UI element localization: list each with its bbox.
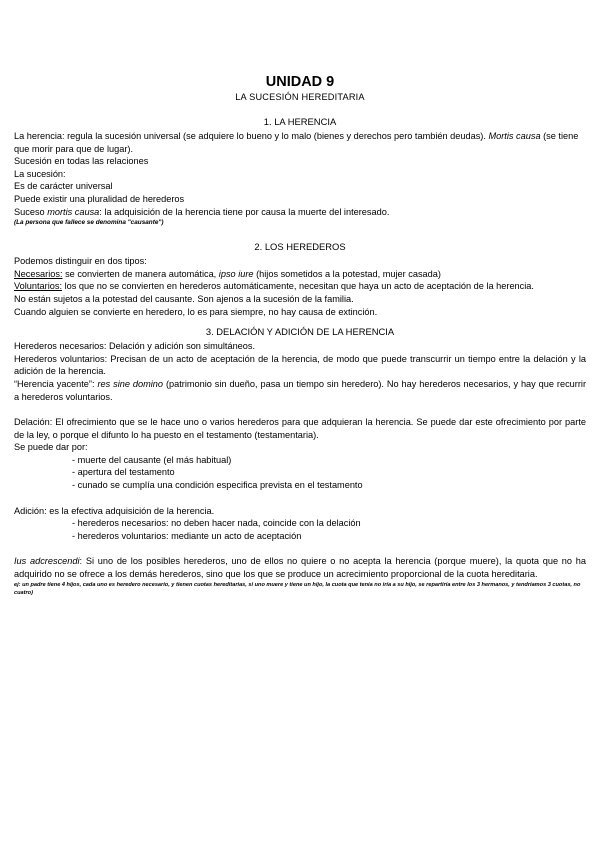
sec2-line4: Cuando alguien se convierte en heredero, lo es para siempre, no hay causa de extinción.	[14, 306, 378, 317]
list-item: - apertura del testamento	[72, 467, 175, 478]
ius-adcrescendi-text: : Si uno de los posibles herederos, uno de ellos no quiere o no acepta la herencia (porque muere), la quota que no ha adquirido no se ofrece a los demás herederos, sino que los que se produce un acrecimiento proporcional de la cuota hereditaria.	[14, 556, 586, 580]
unit-title: UNIDAD 9	[265, 74, 335, 90]
delacion-definition: Delación: El ofrecimiento que se le hace uno o varios herederos para que adquieran la herencia. Se puede dar este ofrecimiento por parte de la ley, o porque el difunto lo ha puesto en el testamento (testamentaria).	[14, 417, 586, 440]
list-item: - herederos voluntarios: mediante un acto de aceptación	[72, 530, 302, 541]
necesarios-line	[14, 268, 586, 281]
voluntarios-label: Voluntarios:	[14, 281, 63, 292]
list-item: - herederos necesarios: no deben hacer nada, coincide con la delación	[72, 518, 361, 529]
list-item: - cunado se cumplía una condición especifica prevista en el testamento	[72, 480, 363, 491]
unit-subtitle: LA SUCESIÓN HEREDITARIA	[235, 92, 365, 102]
suceso-text-end: : la adquisición de la herencia tiene por causa la muerte del interesado.	[99, 206, 390, 217]
list-item: - muerte del causante (el más habitual)	[72, 454, 232, 465]
necesarios-label: Necesarios:	[14, 268, 63, 279]
sec1-line4: Es de carácter universal	[14, 181, 113, 192]
example-note: ej: un padre tiene 4 hijos, cada uno es heredero necesario, y tienen cuotas hereditarias, si uno muere y tiene un hijo, la cuota que tenía no iría a su hijo, se repartiría entre los 3 hermanos, y tendríamos 3 cuotas, no cuatro)	[14, 581, 581, 596]
mortis-causa-term-2: mortis causa	[47, 206, 100, 217]
ipso-iure-term: ipso iure	[218, 268, 254, 279]
adicion-definition: Adición: es la efectiva adquisición de la herencia.	[14, 505, 215, 516]
section-2-title: 2. LOS HEREDEROS	[254, 241, 346, 253]
causante-note: (La persona que fallece se denomina "causante")	[14, 219, 164, 227]
yacente-text: (patrimonio sin dueño, pasa un tiempo sin heredero). No hay herederos necesarios, y hay que recurrir a herederos voluntarios.	[14, 378, 587, 402]
herencia-yacente	[14, 378, 586, 403]
herencia-text-end: (se tiene que morir para que de lugar).	[14, 131, 579, 154]
ius-adcrescendi	[14, 555, 586, 580]
sec2-line3: No están sujetos a la potestad del causante. Son ajenos a la sucesión de la familia.	[14, 293, 354, 304]
sec1-line2: Sucesión en todas las relaciones	[14, 156, 149, 167]
res-sine-domino-term: res sine domino	[97, 378, 164, 389]
herencia-text: La herencia: regula la sucesión universal (se adquiere lo bueno y lo malo (bienes y derechos pero también deudas).	[14, 131, 489, 141]
ius-adcrescendi-term: Ius adcrescendi	[14, 556, 80, 567]
suceso-definition	[14, 206, 586, 219]
voluntarios-line	[14, 280, 586, 293]
mortis-causa-term: Mortis causa	[488, 131, 541, 141]
sec1-line5: Puede existir una pluralidad de herederos	[14, 193, 185, 204]
sec3-line2: Herederos voluntarios: Precisan de un acto de aceptación de la herencia, de modo que puede transcurrir un tiempo entre la delación y la adición de la herencia.	[14, 353, 586, 377]
herencia-definition	[14, 130, 586, 155]
yacente-label: “Herencia yacente”:	[14, 378, 98, 389]
section-3-title: 3. DELACIÓN Y ADICIÓN DE LA HERENCIA	[205, 326, 395, 338]
section-1-title: 1. LA HERENCIA	[263, 116, 337, 127]
dar-por-label: Se puede dar por:	[14, 442, 88, 453]
sec3-line1: Herederos necesarios: Delación y adición son simultáneos.	[14, 341, 256, 352]
necesarios-text-end: (hijos sometidos a la potestad, mujer casada)	[253, 268, 441, 279]
sec2-intro: Podemos distinguir en dos tipos:	[14, 256, 147, 267]
suceso-text: Suceso	[14, 206, 48, 217]
necesarios-text: se convierten de manera automática,	[62, 268, 219, 279]
sec1-line3: La sucesión:	[14, 168, 66, 179]
voluntarios-text: los que no se convierten en herederos automáticamente, necesitan que haya un acto de aceptación de la herencia.	[62, 281, 534, 292]
